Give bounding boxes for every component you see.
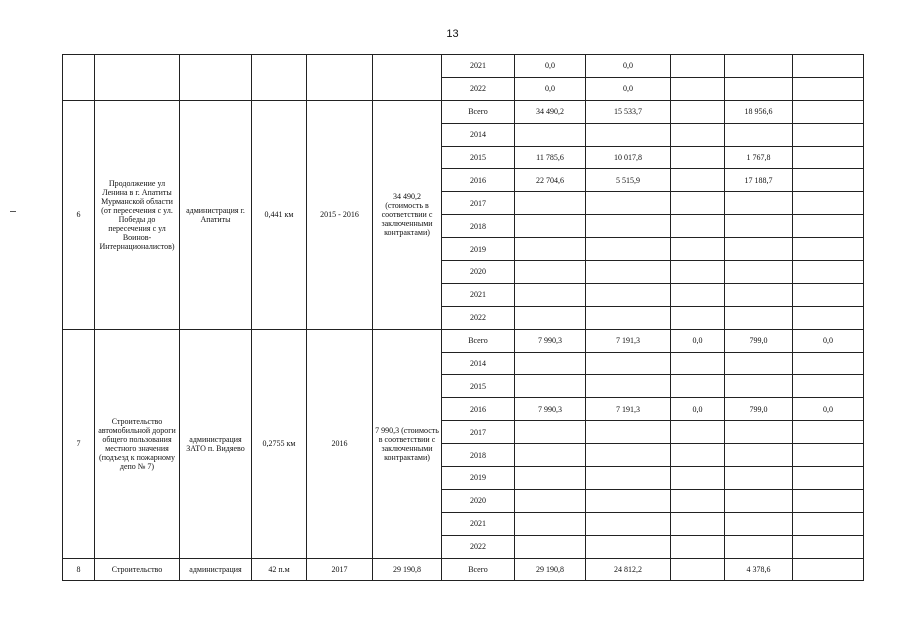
value-cell xyxy=(793,261,864,284)
value-cell xyxy=(515,535,586,558)
year-cell: Всего xyxy=(442,558,515,581)
item-number: 6 xyxy=(63,100,95,329)
continuation-cell xyxy=(180,55,252,101)
value-cell: 0,0 xyxy=(586,55,671,78)
year-cell: 2014 xyxy=(442,352,515,375)
value-cell: 4 378,6 xyxy=(725,558,793,581)
item-name: Продолжение ул Ленина в г. Апатиты Мурманской области (от пересечения с ул. Победы до пересечения с ул Воинов-Интернационалистов) xyxy=(95,100,180,329)
value-cell xyxy=(725,421,793,444)
value-cell: 7 191,3 xyxy=(586,329,671,352)
value-cell: 7 191,3 xyxy=(586,398,671,421)
value-cell xyxy=(725,123,793,146)
table-row xyxy=(63,55,864,78)
value-cell: 0,0 xyxy=(515,77,586,100)
value-cell xyxy=(725,535,793,558)
value-cell xyxy=(671,467,725,490)
value-cell xyxy=(725,238,793,261)
value-cell xyxy=(793,306,864,329)
value-cell xyxy=(586,467,671,490)
value-cell xyxy=(793,100,864,123)
item-number: 7 xyxy=(63,329,95,558)
table-row xyxy=(63,329,864,352)
value-cell xyxy=(515,192,586,215)
value-cell xyxy=(586,535,671,558)
year-cell: 2020 xyxy=(442,489,515,512)
value-cell: 18 956,6 xyxy=(725,100,793,123)
value-cell xyxy=(793,192,864,215)
value-cell xyxy=(725,192,793,215)
item-length: 42 п.м xyxy=(252,558,307,581)
continuation-cell xyxy=(373,55,442,101)
value-cell xyxy=(586,283,671,306)
value-cell xyxy=(725,467,793,490)
value-cell xyxy=(671,261,725,284)
year-cell: Всего xyxy=(442,100,515,123)
value-cell xyxy=(586,192,671,215)
value-cell xyxy=(793,283,864,306)
value-cell xyxy=(671,421,725,444)
value-cell xyxy=(793,558,864,581)
year-cell: 2015 xyxy=(442,146,515,169)
continuation-cell xyxy=(252,55,307,101)
item-name: Строительство автомобильной дороги общего пользования местного значения (подъезд к пожарному депо № 7) xyxy=(95,329,180,558)
table-row xyxy=(63,100,864,123)
value-cell: 0,0 xyxy=(671,398,725,421)
value-cell: 7 990,3 xyxy=(515,329,586,352)
year-cell: 2019 xyxy=(442,238,515,261)
year-cell: 2021 xyxy=(442,55,515,78)
value-cell xyxy=(515,352,586,375)
value-cell xyxy=(671,55,725,78)
value-cell xyxy=(515,489,586,512)
value-cell xyxy=(793,123,864,146)
value-cell xyxy=(725,375,793,398)
item-length: 0,2755 км xyxy=(252,329,307,558)
value-cell xyxy=(515,215,586,238)
value-cell xyxy=(586,238,671,261)
value-cell: 17 188,7 xyxy=(725,169,793,192)
year-cell: 2022 xyxy=(442,77,515,100)
value-cell xyxy=(793,489,864,512)
year-cell: 2016 xyxy=(442,398,515,421)
value-cell: 0,0 xyxy=(793,329,864,352)
year-cell: 2016 xyxy=(442,169,515,192)
year-cell: 2021 xyxy=(442,283,515,306)
value-cell: 1 767,8 xyxy=(725,146,793,169)
value-cell xyxy=(793,169,864,192)
continuation-cell xyxy=(307,55,373,101)
value-cell xyxy=(515,306,586,329)
value-cell xyxy=(671,375,725,398)
value-cell xyxy=(515,375,586,398)
value-cell: 7 990,3 xyxy=(515,398,586,421)
value-cell xyxy=(725,283,793,306)
value-cell: 0,0 xyxy=(793,398,864,421)
value-cell: 0,0 xyxy=(515,55,586,78)
value-cell xyxy=(586,489,671,512)
item-cost: 7 990,3 (стоимость в соответствии с заключенными контрактами) xyxy=(373,329,442,558)
item-customer: администрация ЗАТО п. Видяево xyxy=(180,329,252,558)
value-cell xyxy=(586,215,671,238)
year-cell: 2018 xyxy=(442,444,515,467)
value-cell xyxy=(793,77,864,100)
value-cell xyxy=(725,77,793,100)
value-cell xyxy=(671,215,725,238)
table-row xyxy=(63,558,864,581)
value-cell: 11 785,6 xyxy=(515,146,586,169)
value-cell xyxy=(671,489,725,512)
year-cell: 2018 xyxy=(442,215,515,238)
value-cell xyxy=(586,352,671,375)
value-cell xyxy=(793,421,864,444)
value-cell xyxy=(515,283,586,306)
value-cell xyxy=(586,512,671,535)
value-cell xyxy=(793,512,864,535)
value-cell xyxy=(671,77,725,100)
value-cell xyxy=(725,55,793,78)
year-cell: 2019 xyxy=(442,467,515,490)
value-cell xyxy=(725,215,793,238)
value-cell xyxy=(671,352,725,375)
value-cell: 10 017,8 xyxy=(586,146,671,169)
value-cell xyxy=(671,100,725,123)
value-cell xyxy=(515,123,586,146)
value-cell xyxy=(671,535,725,558)
value-cell: 0,0 xyxy=(586,77,671,100)
value-cell xyxy=(671,283,725,306)
value-cell xyxy=(793,467,864,490)
value-cell: 0,0 xyxy=(671,329,725,352)
value-cell xyxy=(671,444,725,467)
value-cell xyxy=(671,146,725,169)
value-cell xyxy=(671,192,725,215)
year-cell: 2022 xyxy=(442,535,515,558)
item-cost: 34 490,2 (стоимость в соответствии с заключенными контрактами) xyxy=(373,100,442,329)
value-cell xyxy=(515,261,586,284)
value-cell xyxy=(671,123,725,146)
table-body xyxy=(63,55,864,581)
year-cell: 2022 xyxy=(442,306,515,329)
value-cell: 22 704,6 xyxy=(515,169,586,192)
item-name: Строительство xyxy=(95,558,180,581)
value-cell xyxy=(586,375,671,398)
value-cell xyxy=(586,123,671,146)
item-period: 2016 xyxy=(307,329,373,558)
value-cell: 5 515,9 xyxy=(586,169,671,192)
year-cell: 2021 xyxy=(442,512,515,535)
value-cell: 799,0 xyxy=(725,329,793,352)
item-length: 0,441 км xyxy=(252,100,307,329)
year-cell: 2017 xyxy=(442,421,515,444)
year-cell: 2014 xyxy=(442,123,515,146)
item-period: 2015 - 2016 xyxy=(307,100,373,329)
value-cell xyxy=(671,169,725,192)
value-cell xyxy=(793,146,864,169)
value-cell xyxy=(515,512,586,535)
value-cell xyxy=(793,352,864,375)
value-cell xyxy=(586,306,671,329)
value-cell xyxy=(725,352,793,375)
value-cell: 799,0 xyxy=(725,398,793,421)
year-cell: 2015 xyxy=(442,375,515,398)
value-cell xyxy=(725,261,793,284)
value-cell xyxy=(793,215,864,238)
value-cell xyxy=(515,444,586,467)
value-cell xyxy=(671,238,725,261)
page-number: 13 xyxy=(446,28,459,40)
year-cell: 2017 xyxy=(442,192,515,215)
continuation-cell xyxy=(95,55,180,101)
item-number: 8 xyxy=(63,558,95,581)
continuation-cell xyxy=(63,55,95,101)
value-cell xyxy=(793,238,864,261)
financing-table xyxy=(62,54,864,581)
value-cell: 24 812,2 xyxy=(586,558,671,581)
year-cell: Всего xyxy=(442,329,515,352)
item-cost: 29 190,8 xyxy=(373,558,442,581)
value-cell xyxy=(515,421,586,444)
value-cell xyxy=(586,444,671,467)
value-cell xyxy=(515,238,586,261)
value-cell xyxy=(793,535,864,558)
item-period: 2017 xyxy=(307,558,373,581)
value-cell: 34 490,2 xyxy=(515,100,586,123)
value-cell xyxy=(671,306,725,329)
value-cell xyxy=(671,558,725,581)
value-cell xyxy=(793,375,864,398)
value-cell xyxy=(725,444,793,467)
value-cell: 29 190,8 xyxy=(515,558,586,581)
value-cell xyxy=(793,444,864,467)
value-cell xyxy=(586,261,671,284)
value-cell: 15 533,7 xyxy=(586,100,671,123)
value-cell xyxy=(793,55,864,78)
item-customer: администрация xyxy=(180,558,252,581)
value-cell xyxy=(725,306,793,329)
value-cell xyxy=(586,421,671,444)
value-cell xyxy=(671,512,725,535)
margin-mark xyxy=(10,211,16,212)
year-cell: 2020 xyxy=(442,261,515,284)
value-cell xyxy=(725,489,793,512)
value-cell xyxy=(725,512,793,535)
item-customer: администрация г. Апатиты xyxy=(180,100,252,329)
value-cell xyxy=(515,467,586,490)
